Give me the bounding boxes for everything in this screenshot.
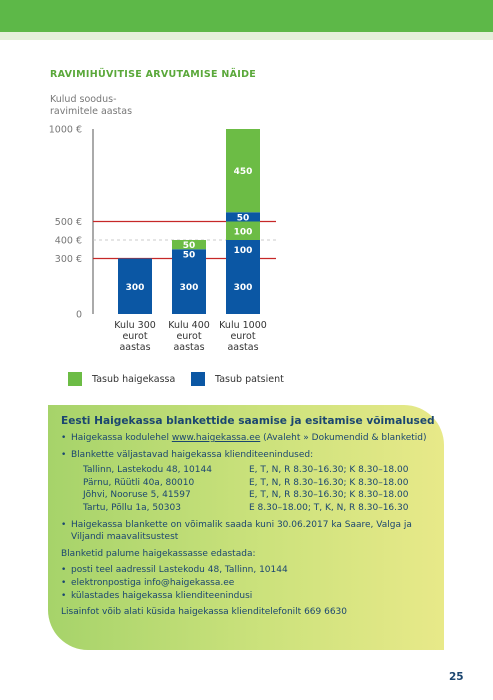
legend-label-haigekassa: Tasub haigekassa bbox=[92, 373, 176, 385]
info-box bbox=[48, 405, 444, 650]
y-axis-label: Kulud soodus- ravimitele aastas bbox=[50, 94, 133, 117]
submit-intro: Blanketid palume haigekassasse edastada: bbox=[61, 548, 256, 559]
bar-data-label: 50 bbox=[182, 250, 196, 261]
office-address: Jõhvi, Nooruse 5, 41597 bbox=[83, 490, 191, 501]
submit-item-post: • posti teel aadressil Lastekodu 48, Tallinn, 10144 bbox=[61, 564, 432, 577]
office-hours: E, T, N, R 8.30–16.30; K 8.30–18.00 bbox=[249, 490, 409, 501]
bullet-text: Haigekassa kodulehel bbox=[71, 433, 172, 443]
section-title: RAVIMIHÜVITISE ARVUTAMISE NÄIDE bbox=[50, 69, 257, 80]
website-link[interactable]: www.haigekassa.ee bbox=[171, 433, 261, 443]
info-bullet-website bbox=[61, 432, 432, 445]
legend-swatch-green bbox=[68, 372, 82, 386]
office-hours: E 8.30–18.00; T, K, N, R 8.30–16.30 bbox=[249, 502, 409, 513]
office-row bbox=[61, 489, 432, 502]
bar-data-label: 450 bbox=[233, 167, 253, 178]
bar-data-label: 100 bbox=[233, 245, 253, 256]
office-hours: E, T, N, R 8.30–16.30; K 8.30–18.00 bbox=[249, 477, 409, 488]
info-bullet-maavalitsused: • Haigekassa blankette on võimalik saada kuni 30.06.2017 ka Saare, Valga ja Viljandi maavalitsustest bbox=[61, 519, 432, 544]
info-list-2 bbox=[61, 519, 432, 544]
legend-swatch-blue bbox=[191, 372, 205, 386]
page-number: 25 bbox=[449, 671, 464, 683]
info-list-1 bbox=[61, 432, 432, 461]
legend-item-haigekassa bbox=[68, 372, 175, 386]
office-list bbox=[61, 464, 432, 514]
info-title: Eesti Haigekassa blankettide saamise ja esitamise võimalused bbox=[61, 415, 435, 427]
bar-data-label: 50 bbox=[236, 213, 250, 224]
y-tick-label: 300 € bbox=[54, 254, 82, 265]
office-address: Tallinn, Lastekodu 48, 10144 bbox=[83, 465, 212, 476]
submit-item-visit: • külastades haigekassa klienditeenindusi bbox=[61, 590, 432, 603]
bar-data-label: 50 bbox=[182, 241, 196, 252]
y-tick-label: 1000 € bbox=[48, 124, 82, 136]
office-hours: E, T, N, R 8.30–16.30; K 8.30–18.00 bbox=[249, 465, 409, 476]
bar-data-label: 100 bbox=[233, 227, 253, 238]
office-address: Pärnu, Rüütli 40a, 80010 bbox=[83, 477, 195, 488]
y-tick-label: 400 € bbox=[54, 235, 82, 247]
x-category-label: Kulu 400 eurot aastas bbox=[168, 320, 210, 353]
office-row bbox=[61, 502, 432, 515]
legend-item-patsient bbox=[191, 372, 284, 386]
bullet-text: (Avaleht » Dokumendid & blanketid) bbox=[260, 433, 427, 443]
info-footer: Lisainfot võib alati küsida haigekassa klienditelefonilt 669 6630 bbox=[61, 607, 348, 618]
bar-data-label: 300 bbox=[179, 282, 199, 293]
submit-item-email: • elektronpostiga info@haigekassa.ee bbox=[61, 577, 432, 590]
info-bullet-offices: • Blankette väljastavad haigekassa klienditeenindused: bbox=[61, 449, 432, 462]
bar-data-label: 300 bbox=[125, 282, 145, 293]
bar-data-label: 300 bbox=[233, 282, 253, 293]
x-category-label: Kulu 300 eurot aastas bbox=[114, 320, 156, 353]
x-category-label: Kulu 1000 eurot aastas bbox=[219, 320, 267, 353]
submit-list bbox=[61, 564, 432, 602]
y-tick-label: 0 bbox=[75, 309, 82, 321]
legend-label-patsient: Tasub patsient bbox=[215, 373, 284, 385]
office-row bbox=[61, 464, 432, 477]
y-tick-label: 500 € bbox=[54, 217, 82, 228]
office-address: Tartu, Põllu 1a, 50303 bbox=[83, 502, 181, 513]
office-row bbox=[61, 477, 432, 490]
